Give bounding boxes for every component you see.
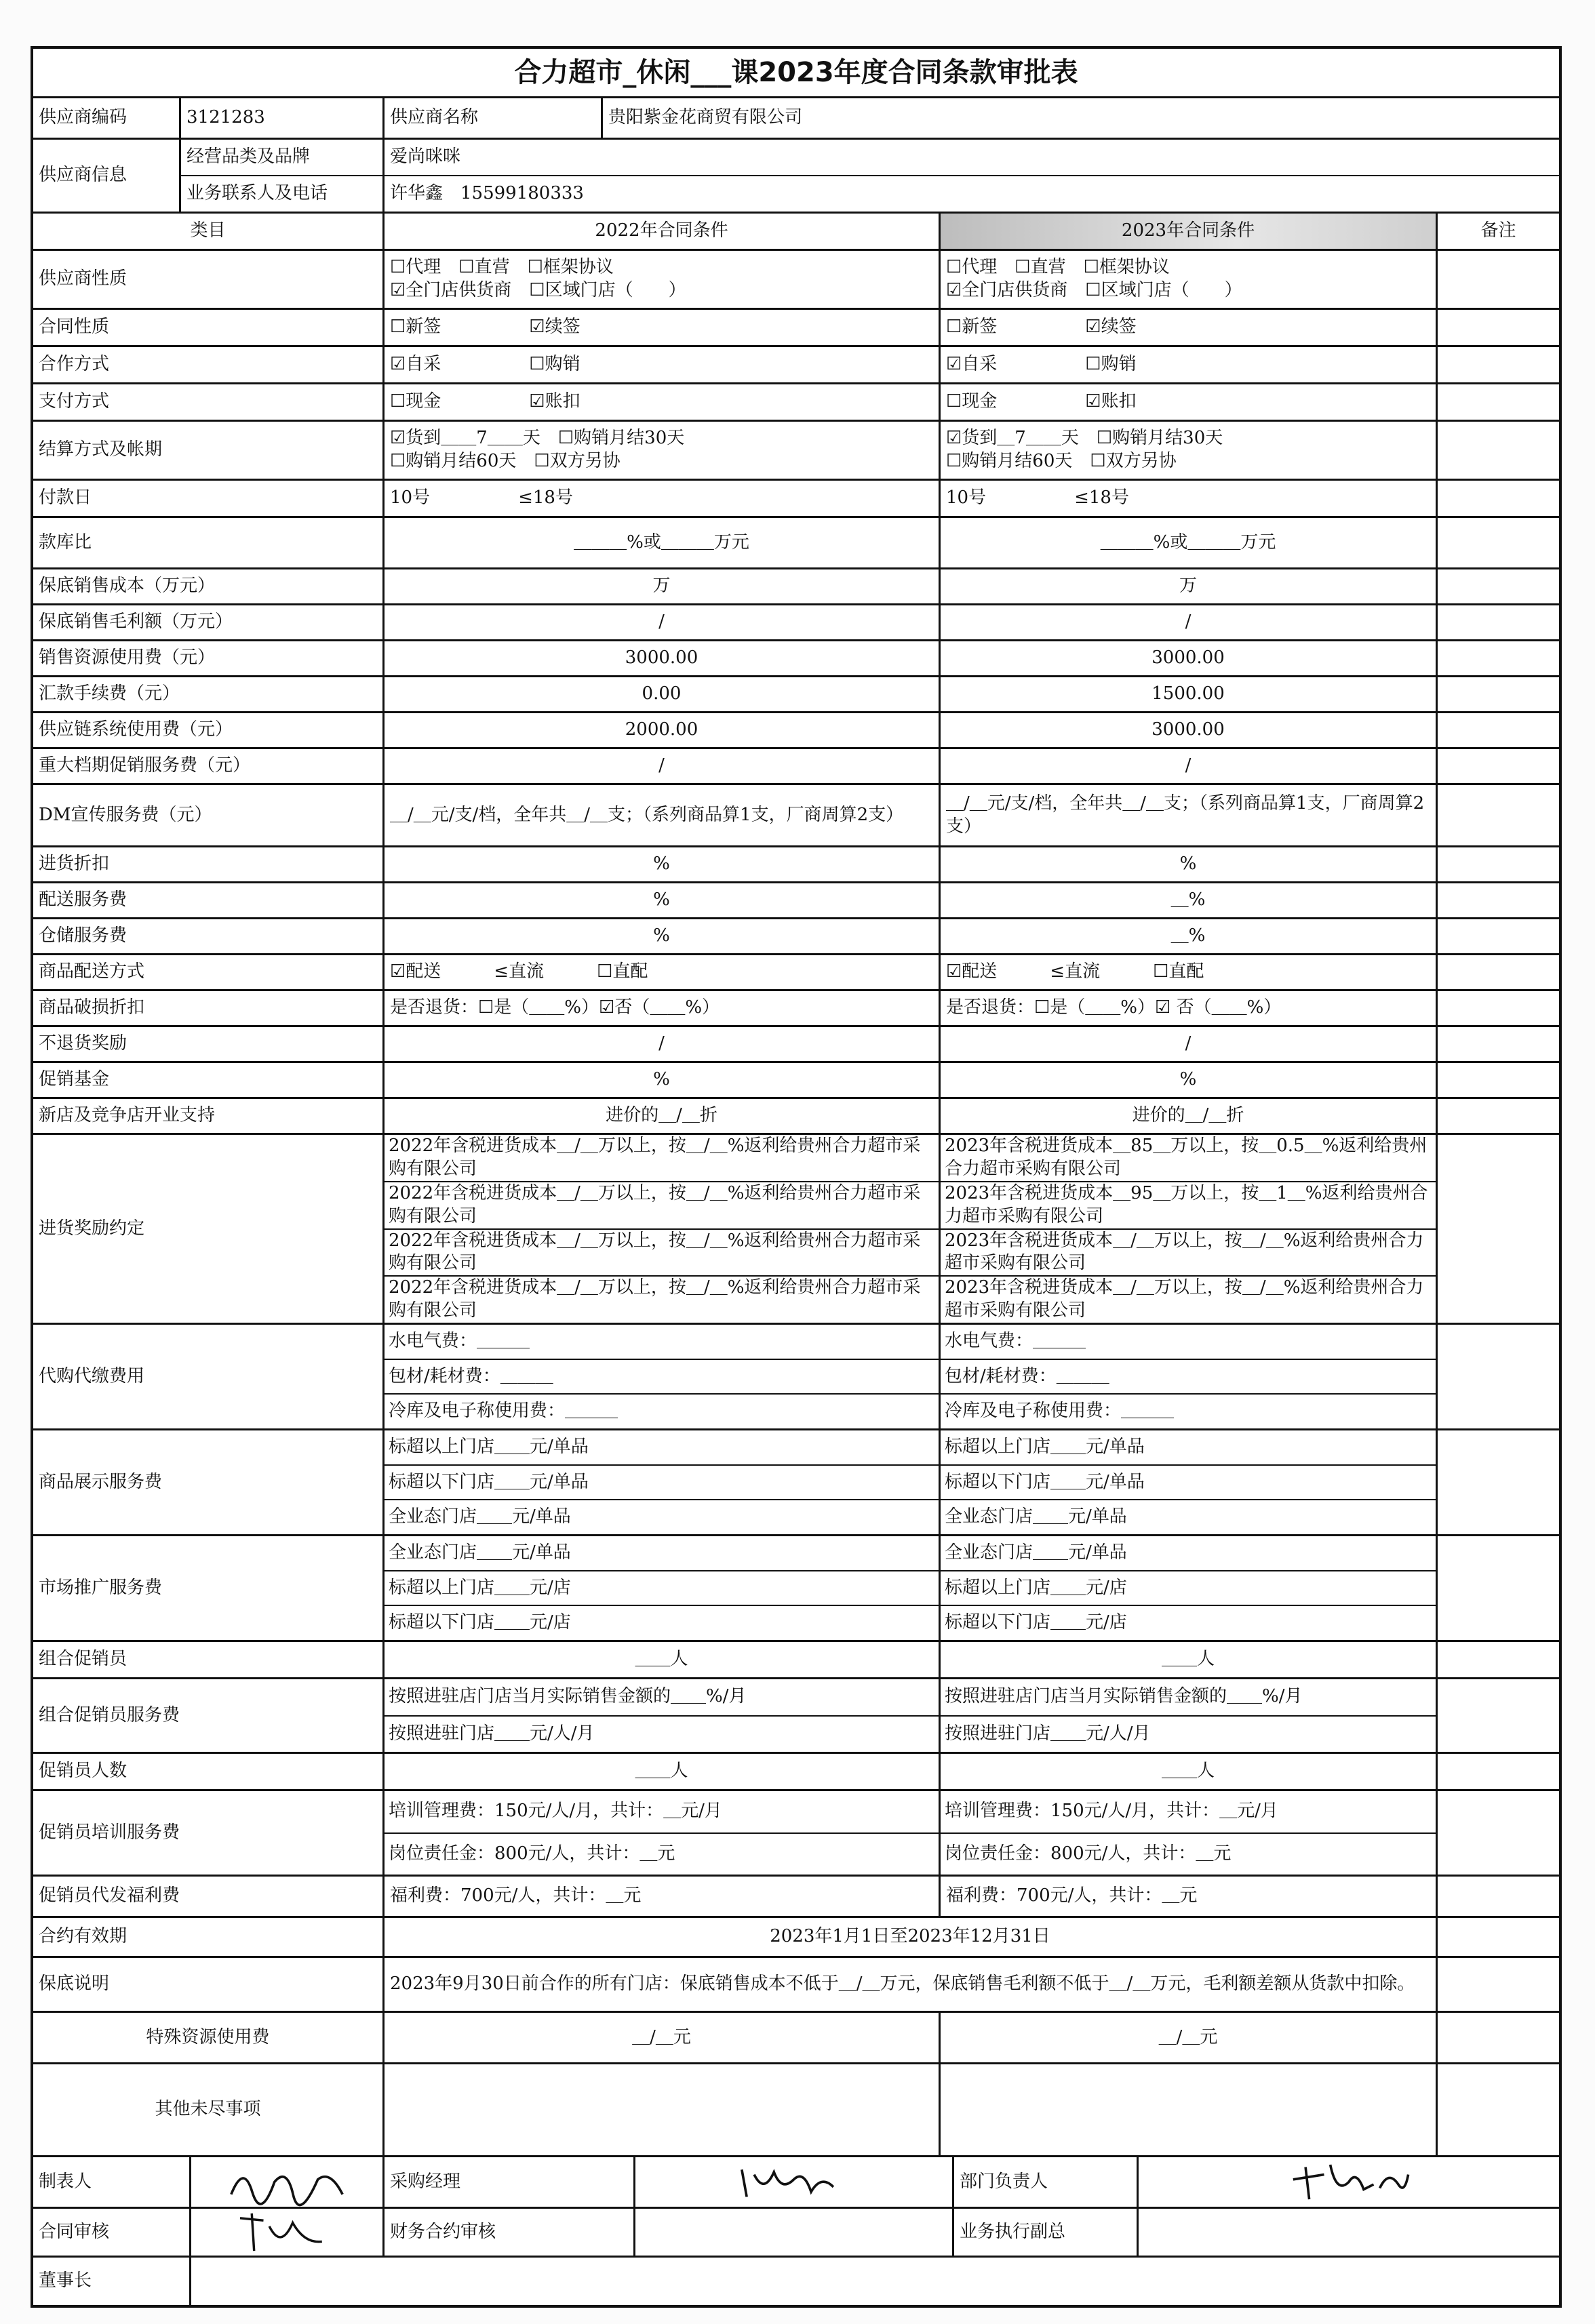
- year-2023-value-cell: [941, 605, 1438, 639]
- row-label: 付款日: [33, 481, 385, 516]
- year-2022-value: 全业态门店＿＿元/单品: [389, 1506, 571, 1527]
- year-2023-value: 冷库及电子称使用费：＿＿＿: [945, 1401, 1175, 1422]
- year-2023-header: 2023年合同条件: [941, 214, 1438, 249]
- form-row: [33, 481, 1559, 518]
- form-row: [33, 569, 1559, 605]
- year-2022-value: ☐代理 ☐直营 ☐框架协议: [390, 257, 614, 278]
- note-cell[interactable]: [1438, 1918, 1559, 1956]
- row-value: 2023年9月30日前合作的所有门店：保底销售成本不低于＿/＿万元，保底销售毛利额不低于＿/＿万元，毛利额差额从货款中扣除。: [385, 1958, 1438, 2011]
- year-2022-value: 标超以下门店＿＿元/单品: [385, 1466, 939, 1501]
- note-cell[interactable]: [1438, 518, 1559, 567]
- row-label: 促销员培训服务费: [33, 1791, 385, 1875]
- vp-operations-label: 业务执行副总: [954, 2209, 1139, 2256]
- note-cell[interactable]: [1438, 955, 1559, 989]
- year-2022-value-cell: [385, 1325, 941, 1428]
- year-2022-value-cell: [385, 1642, 941, 1677]
- year-2022-value: /: [658, 755, 665, 776]
- chairman-signature: [191, 2258, 1559, 2305]
- year-2022-value-cell: [385, 1027, 941, 1061]
- year-2023-value: ＿%: [1170, 889, 1206, 910]
- year-2023-value: ☑配送 ≤直流 ☐直配: [946, 961, 1204, 982]
- row-label: 保底销售毛利额（万元）: [33, 605, 385, 639]
- year-2023-value-cell: [941, 384, 1438, 420]
- year-2022-value-cell: [385, 481, 941, 516]
- note-cell[interactable]: [1438, 569, 1559, 603]
- year-2023-value: 水电气费：＿＿＿: [941, 1325, 1436, 1360]
- year-2023-value: ☐新签 ☑续签: [946, 317, 1137, 338]
- form-row: [33, 422, 1559, 481]
- year-2023-value: 标超以上门店＿＿元/店: [941, 1571, 1436, 1607]
- supplier-name-label: 供应商名称: [385, 98, 603, 138]
- year-2023-value: 2023年含税进货成本＿85＿万以上，按＿0.5＿%返利给贵州合力超市采购有限公司: [941, 1135, 1436, 1182]
- contract-review-signature: [191, 2209, 385, 2256]
- year-2022-value: 岗位责任金：800元/人，共计：＿元: [389, 1843, 675, 1864]
- year-2022-value: %: [653, 889, 670, 910]
- row-label: 合作方式: [33, 347, 385, 382]
- year-2022-value-cell: [385, 1791, 941, 1875]
- form-row: [33, 641, 1559, 677]
- form-title: 合力超市_休闲___课2023年度合同条款审批表: [514, 57, 1078, 88]
- year-2022-header: 2022年合同条件: [385, 214, 941, 249]
- year-2022-value: ☑全门店供货商 ☐区域门店（ ）: [390, 280, 686, 300]
- year-2023-value-cell: [941, 1099, 1438, 1133]
- note-cell[interactable]: [1438, 1754, 1559, 1789]
- year-2022-value-cell: [385, 1877, 941, 1916]
- year-2023-value: ＿＿＿%或＿＿＿万元: [1100, 532, 1276, 553]
- year-2023-value: /: [1185, 755, 1192, 776]
- form-row: [33, 785, 1559, 847]
- year-2023-value: 2023年含税进货成本＿/＿万以上，按＿/＿%返利给贵州合力超市采购有限公司: [945, 1277, 1424, 1321]
- year-2023-value-cell: [941, 1027, 1438, 1061]
- year-2022-value-cell: [385, 677, 941, 711]
- row-label: DM宣传服务费（元）: [33, 785, 385, 845]
- form-row: [33, 310, 1559, 347]
- row-label: 新店及竞争店开业支持: [33, 1099, 385, 1133]
- year-2023-value: ☐现金 ☑账扣: [946, 391, 1137, 412]
- note-cell[interactable]: [1438, 1791, 1559, 1875]
- year-2022-value: 万: [652, 576, 671, 597]
- note-cell[interactable]: [1438, 677, 1559, 711]
- year-2022-value: ☑自采 ☐购销: [390, 354, 580, 375]
- year-2022-value: ☐购销月结60天 ☐双方另协: [390, 451, 621, 471]
- form-row: [33, 919, 1559, 955]
- year-2022-value: ☐现金 ☑账扣: [390, 391, 580, 412]
- year-2022-value: 2000.00: [625, 719, 698, 740]
- form-row: [33, 1918, 1559, 1958]
- year-2023-value: /: [1185, 1033, 1192, 1054]
- year-2022-value: %: [653, 854, 670, 875]
- year-2023-value: ＿/＿元/支/档，全年共＿/＿支；（系列商品算1支，厂商周算2支）: [946, 793, 1425, 837]
- row-label: 重大档期促销服务费（元）: [33, 749, 385, 783]
- year-2023-value-cell: [941, 641, 1438, 675]
- category-header: 类目: [33, 214, 385, 249]
- contract-review-label: 合同审核: [33, 2209, 191, 2256]
- note-cell[interactable]: [1438, 422, 1559, 479]
- year-2023-value-cell: [941, 1063, 1438, 1097]
- year-2023-value-cell: [941, 2013, 1438, 2062]
- year-2023-value-cell: [941, 677, 1438, 711]
- year-2022-value-cell: [385, 785, 941, 845]
- form-row: [33, 1135, 1559, 1325]
- year-2022-value: ＿/＿元/支/档，全年共＿/＿支；（系列商品算1支，厂商周算2支）: [390, 804, 904, 825]
- year-2023-value-cell: [941, 1135, 1438, 1323]
- year-2023-value: /: [1185, 612, 1192, 633]
- form-row: [33, 1536, 1559, 1642]
- year-2022-value: ☐新签 ☑续签: [390, 317, 580, 338]
- year-2022-value: 全业态门店＿＿元/单品: [385, 1536, 939, 1571]
- year-2022-value: 标超以下门店＿＿元/店: [389, 1612, 571, 1633]
- year-2023-value-cell: [941, 251, 1438, 308]
- note-cell[interactable]: [1438, 347, 1559, 382]
- year-2023-value: 按照进驻店门店当月实际销售金额的＿＿%/月: [941, 1679, 1436, 1717]
- year-2022-value-cell: [385, 605, 941, 639]
- year-2022-value-cell: [385, 347, 941, 382]
- note-cell[interactable]: [1438, 919, 1559, 953]
- row-label: 供应链系统使用费（元）: [33, 713, 385, 747]
- category-brand-label: 经营品类及品牌: [181, 140, 385, 175]
- column-header-row: [33, 214, 1559, 251]
- row-value: 2023年1月1日至2023年12月31日: [385, 1918, 1438, 1956]
- year-2023-value: ☑自采 ☐购销: [946, 354, 1137, 375]
- year-2023-value-cell: [941, 347, 1438, 382]
- year-2022-value: 2022年含税进货成本＿/＿万以上，按＿/＿%返利给贵州合力超市采购有限公司: [385, 1230, 939, 1277]
- year-2022-value-cell: [385, 749, 941, 783]
- note-cell[interactable]: [1438, 2013, 1559, 2062]
- note-cell[interactable]: [1438, 384, 1559, 420]
- note-cell[interactable]: [1438, 713, 1559, 747]
- year-2022-value: ＿/＿元: [632, 2026, 691, 2047]
- category-brand: 爱尚咪咪: [390, 146, 461, 167]
- year-2022-value-cell: [385, 1063, 941, 1097]
- row-label: 商品配送方式: [33, 955, 385, 989]
- note-cell[interactable]: [1438, 1430, 1559, 1534]
- note-cell[interactable]: [1438, 847, 1559, 881]
- year-2022-value: 按照进驻店门店当月实际销售金额的＿＿%/月: [385, 1679, 939, 1717]
- row-label: 合约有效期: [33, 1918, 385, 1956]
- row-label: 不退货奖励: [33, 1027, 385, 1061]
- row-label: 销售资源使用费（元）: [33, 641, 385, 675]
- row-label: 仓储服务费: [33, 919, 385, 953]
- note-cell[interactable]: [1438, 1063, 1559, 1097]
- year-2023-value: 2023年含税进货成本＿95＿万以上，按＿1＿%返利给贵州合力超市采购有限公司: [941, 1182, 1436, 1230]
- form-row: [33, 1325, 1559, 1430]
- note-cell[interactable]: [1438, 749, 1559, 783]
- year-2023-value: ☐购销月结60天 ☐双方另协: [946, 451, 1177, 471]
- year-2023-value: 是否退货：☐是（＿＿%）☑ 否（＿＿%）: [946, 997, 1282, 1018]
- year-2022-value-cell: [385, 251, 941, 308]
- year-2023-value: 标超以下门店＿＿元/店: [945, 1612, 1127, 1633]
- year-2022-value: ＿＿＿%或＿＿＿万元: [574, 532, 749, 553]
- year-2023-value-cell: [941, 1325, 1438, 1428]
- year-2023-value: ☑全门店供货商 ☐区域门店（ ）: [946, 280, 1242, 300]
- row-label: 促销基金: [33, 1063, 385, 1097]
- year-2023-value: 标超以上门店＿＿元/单品: [941, 1430, 1436, 1466]
- year-2022-value: 冷库及电子称使用费：＿＿＿: [389, 1401, 618, 1422]
- year-2022-value-cell: [385, 883, 941, 917]
- note-cell[interactable]: [1438, 991, 1559, 1025]
- row-label: 其他未尽事项: [33, 2064, 385, 2155]
- year-2023-value: 标超以下门店＿＿元/单品: [941, 1466, 1436, 1501]
- year-2023-value-cell: [941, 481, 1438, 516]
- signature-row-2: [33, 2209, 1559, 2258]
- year-2022-value-cell: [385, 384, 941, 420]
- year-2022-value: ＿＿人: [635, 1649, 688, 1670]
- year-2023-value-cell: [941, 991, 1438, 1025]
- year-2023-value: 3000.00: [1151, 719, 1225, 740]
- year-2022-value-cell: [385, 310, 941, 345]
- note-cell[interactable]: [1438, 1325, 1559, 1428]
- form-row: [33, 2013, 1559, 2064]
- year-2022-value: /: [658, 612, 665, 633]
- year-2023-value-cell: [941, 785, 1438, 845]
- year-2022-value: 包材/耗材费：＿＿＿: [385, 1360, 939, 1395]
- note-cell[interactable]: [1438, 1679, 1559, 1752]
- year-2023-value-cell: [941, 1642, 1438, 1677]
- supplier-info-label: 供应商信息: [33, 140, 181, 212]
- year-2022-value: ☑货到＿＿7＿＿天 ☐购销月结30天: [390, 428, 685, 449]
- year-2023-value: ☑货到＿7＿＿天 ☐购销月结30天: [946, 428, 1223, 449]
- year-2023-value: 万: [1179, 576, 1197, 597]
- signature-row-1: [33, 2157, 1559, 2209]
- form-row: [33, 1063, 1559, 1099]
- year-2023-value: 按照进驻门店＿＿元/人/月: [945, 1723, 1151, 1744]
- year-2022-value-cell: [385, 2064, 941, 2155]
- year-2022-value-cell: [385, 1754, 941, 1789]
- row-label: 款库比: [33, 518, 385, 567]
- year-2022-value: 培训管理费：150元/人/月，共计：＿元/月: [385, 1791, 939, 1834]
- year-2023-value: ＿%: [1170, 925, 1206, 946]
- year-2022-value: 0.00: [642, 683, 682, 704]
- year-2022-value-cell: [385, 919, 941, 953]
- prepared-by-label: 制表人: [33, 2157, 191, 2207]
- year-2023-value-cell: [941, 919, 1438, 953]
- note-cell[interactable]: [1438, 1099, 1559, 1133]
- year-2023-value-cell: [941, 955, 1438, 989]
- form-row: [33, 2064, 1559, 2157]
- note-cell[interactable]: [1438, 310, 1559, 345]
- year-2022-value-cell: [385, 955, 941, 989]
- year-2023-value: 包材/耗材费：＿＿＿: [941, 1360, 1436, 1395]
- form-row: [33, 1679, 1559, 1754]
- title-row: [33, 49, 1559, 98]
- year-2022-value: ☑配送 ≤直流 ☐直配: [390, 961, 648, 982]
- year-2022-value: 进价的＿/＿折: [606, 1105, 717, 1126]
- note-cell[interactable]: [1438, 1642, 1559, 1677]
- year-2022-value: 10号 ≤18号: [390, 487, 573, 508]
- row-label: 市场推广服务费: [33, 1536, 385, 1640]
- year-2023-value-cell: [941, 422, 1438, 479]
- form-row: [33, 883, 1559, 919]
- year-2022-value-cell: [385, 1536, 941, 1640]
- row-label: 供应商性质: [33, 251, 385, 308]
- form-row: [33, 605, 1559, 641]
- year-2022-value: 2022年含税进货成本＿/＿万以上，按＿/＿%返利给贵州合力超市采购有限公司: [385, 1182, 939, 1230]
- finance-review-signature: [635, 2209, 954, 2256]
- year-2023-value: 培训管理费：150元/人/月，共计：＿元/月: [941, 1791, 1436, 1834]
- year-2022-value-cell: [385, 1135, 941, 1323]
- contact-label: 业务联系人及电话: [181, 176, 385, 212]
- note-cell[interactable]: [1438, 1958, 1559, 2011]
- year-2023-value-cell: [941, 1791, 1438, 1875]
- note-cell[interactable]: [1438, 1135, 1559, 1323]
- year-2022-value: 福利费：700元/人，共计：＿元: [390, 1885, 642, 1906]
- signature-row-3: [33, 2258, 1559, 2305]
- year-2022-value: 2022年含税进货成本＿/＿万以上，按＿/＿%返利给贵州合力超市采购有限公司: [385, 1135, 939, 1182]
- year-2022-value-cell: [385, 1099, 941, 1133]
- department-head-signature: [1139, 2157, 1559, 2207]
- year-2023-value: 进价的＿/＿折: [1132, 1105, 1244, 1126]
- year-2022-value-cell: [385, 518, 941, 567]
- year-2022-value: 2022年含税进货成本＿/＿万以上，按＿/＿%返利给贵州合力超市采购有限公司: [389, 1277, 921, 1321]
- department-head-label: 部门负责人: [954, 2157, 1139, 2207]
- approval-form: [31, 46, 1562, 2308]
- year-2022-value-cell: [385, 847, 941, 881]
- year-2023-value: %: [1179, 1069, 1197, 1090]
- form-row: [33, 713, 1559, 749]
- year-2023-value-cell: [941, 518, 1438, 567]
- form-row: [33, 749, 1559, 785]
- row-label: 商品破损折扣: [33, 991, 385, 1025]
- year-2023-value: ＿＿人: [1161, 1649, 1215, 1670]
- supplier-name: 贵阳紫金花商贸有限公司: [608, 107, 803, 128]
- year-2023-value: 10号 ≤18号: [946, 487, 1129, 508]
- note-cell[interactable]: [1438, 785, 1559, 845]
- chairman-label: 董事长: [33, 2258, 191, 2305]
- form-row: [33, 251, 1559, 310]
- year-2023-value-cell: [941, 1877, 1438, 1916]
- year-2022-value-cell: [385, 1679, 941, 1752]
- year-2023-value: 3000.00: [1151, 647, 1225, 668]
- note-cell[interactable]: [1438, 1536, 1559, 1640]
- row-label: 汇款手续费（元）: [33, 677, 385, 711]
- year-2023-value-cell: [941, 310, 1438, 345]
- year-2022-value-cell: [385, 713, 941, 747]
- year-2023-value: ☐代理 ☐直营 ☐框架协议: [946, 257, 1170, 278]
- year-2022-value-cell: [385, 991, 941, 1025]
- year-2022-value: /: [658, 1033, 665, 1054]
- row-label: 组合促销员服务费: [33, 1679, 385, 1752]
- note-cell[interactable]: [1438, 251, 1559, 308]
- form-row: [33, 955, 1559, 991]
- year-2023-value: 全业态门店＿＿元/单品: [941, 1536, 1436, 1571]
- row-label: 组合促销员: [33, 1642, 385, 1677]
- prepared-by-signature: [191, 2157, 385, 2207]
- form-row: [33, 518, 1559, 569]
- year-2022-value: %: [653, 1069, 670, 1090]
- year-2023-value-cell: [941, 847, 1438, 881]
- row-label: 支付方式: [33, 384, 385, 420]
- vp-operations-signature: [1139, 2209, 1559, 2256]
- row-label: 合同性质: [33, 310, 385, 345]
- row-label: 商品展示服务费: [33, 1430, 385, 1534]
- row-label: 进货折扣: [33, 847, 385, 881]
- year-2023-value-cell: [941, 1536, 1438, 1640]
- year-2023-value: %: [1179, 854, 1197, 875]
- row-label: 促销员代发福利费: [33, 1877, 385, 1916]
- purchasing-manager-label: 采购经理: [385, 2157, 635, 2207]
- year-2023-value-cell: [941, 883, 1438, 917]
- supplier-code-label: 供应商编码: [33, 98, 181, 138]
- year-2022-value: 是否退货：☐是（＿＿%）☑否（＿＿%）: [390, 997, 720, 1018]
- year-2023-value-cell: [941, 749, 1438, 783]
- row-label: 保底说明: [33, 1958, 385, 2011]
- row-label: 代购代缴费用: [33, 1325, 385, 1428]
- form-row: [33, 677, 1559, 713]
- form-row: [33, 384, 1559, 422]
- year-2022-value: %: [653, 925, 670, 946]
- year-2022-value-cell: [385, 2013, 941, 2062]
- year-2023-value-cell: [941, 1679, 1438, 1752]
- purchasing-manager-signature: [635, 2157, 954, 2207]
- form-row: [33, 1791, 1559, 1877]
- form-row: [33, 347, 1559, 384]
- form-row: [33, 991, 1559, 1027]
- supplier-info-row: [33, 140, 1559, 214]
- form-row: [33, 1958, 1559, 2013]
- year-2023-value: ＿/＿元: [1158, 2026, 1218, 2047]
- year-2022-value: 标超以上门店＿＿元/单品: [385, 1430, 939, 1466]
- row-label: 特殊资源使用费: [33, 2013, 385, 2062]
- note-cell[interactable]: [1438, 605, 1559, 639]
- row-label: 结算方式及帐期: [33, 422, 385, 479]
- year-2023-value-cell: [941, 2064, 1438, 2155]
- year-2022-value: 3000.00: [625, 647, 698, 668]
- year-2022-value-cell: [385, 641, 941, 675]
- year-2023-value: ＿＿人: [1161, 1761, 1215, 1782]
- form-row: [33, 1642, 1559, 1679]
- year-2023-value-cell: [941, 1754, 1438, 1789]
- year-2022-value: ＿＿人: [635, 1761, 688, 1782]
- year-2023-value: 岗位责任金：800元/人，共计：＿元: [945, 1843, 1232, 1864]
- finance-review-label: 财务合约审核: [385, 2209, 635, 2256]
- year-2023-value: 全业态门店＿＿元/单品: [945, 1506, 1127, 1527]
- year-2023-value: 1500.00: [1151, 683, 1225, 704]
- year-2023-value-cell: [941, 713, 1438, 747]
- row-label: 进货奖励约定: [33, 1135, 385, 1323]
- row-label: 促销员人数: [33, 1754, 385, 1789]
- form-row: [33, 1877, 1559, 1918]
- contact: 许华鑫 15599180333: [390, 183, 584, 204]
- form-row: [33, 847, 1559, 883]
- note-cell[interactable]: [1438, 1877, 1559, 1916]
- year-2022-value: 水电气费：＿＿＿: [385, 1325, 939, 1360]
- form-row: [33, 1754, 1559, 1791]
- note-cell[interactable]: [1438, 883, 1559, 917]
- year-2022-value-cell: [385, 569, 941, 603]
- row-label: 保底销售成本（万元）: [33, 569, 385, 603]
- year-2022-value: 标超以上门店＿＿元/店: [385, 1571, 939, 1607]
- note-cell[interactable]: [1438, 2064, 1559, 2155]
- year-2023-value-cell: [941, 1430, 1438, 1534]
- supplier-code: 3121283: [181, 98, 385, 138]
- note-cell[interactable]: [1438, 1027, 1559, 1061]
- note-header: 备注: [1480, 220, 1516, 241]
- form-row: [33, 1099, 1559, 1135]
- note-cell[interactable]: [1438, 481, 1559, 516]
- form-row: [33, 1430, 1559, 1536]
- year-2022-value-cell: [385, 422, 941, 479]
- year-2023-value: 福利费：700元/人，共计：＿元: [946, 1885, 1198, 1906]
- supplier-code-row: [33, 98, 1559, 140]
- note-cell[interactable]: [1438, 641, 1559, 675]
- year-2023-value: 2023年含税进货成本＿/＿万以上，按＿/＿%返利给贵州合力超市采购有限公司: [941, 1230, 1436, 1277]
- form-row: [33, 1027, 1559, 1063]
- year-2023-value-cell: [941, 569, 1438, 603]
- year-2022-value-cell: [385, 1430, 941, 1534]
- row-label: 配送服务费: [33, 883, 385, 917]
- year-2022-value: 按照进驻门店＿＿元/人/月: [389, 1723, 595, 1744]
